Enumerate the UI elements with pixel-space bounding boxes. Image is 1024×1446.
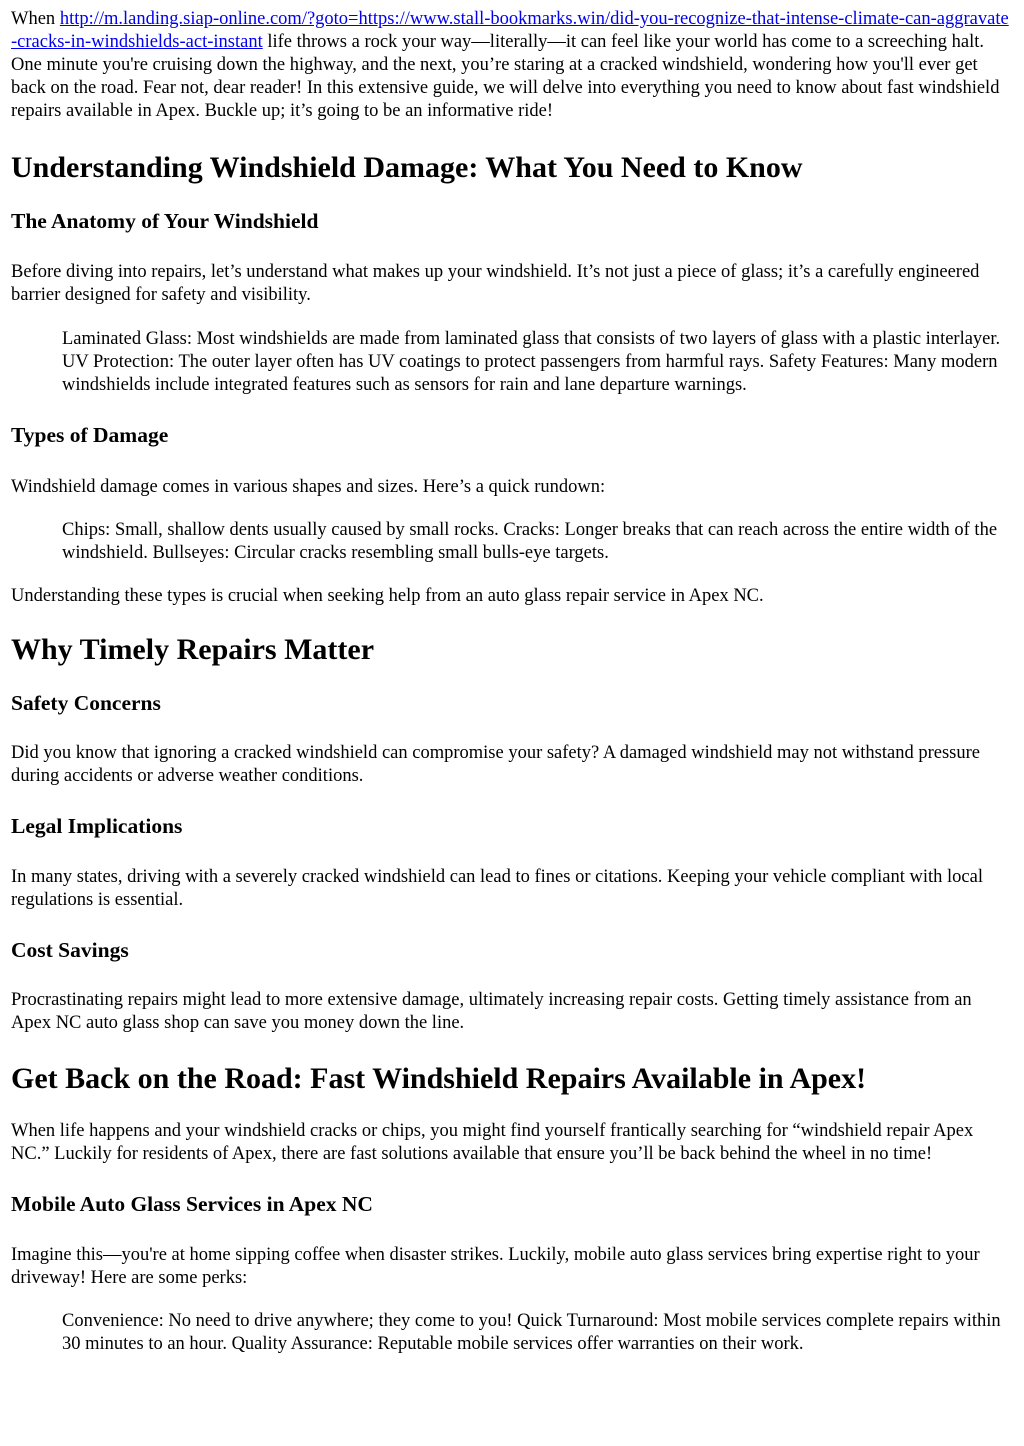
paragraph-legal: In many states, driving with a severely cracked windshield can lead to fines or citations. Keeping your vehicle compliant with local regulations is essential. <box>11 867 983 910</box>
intro-paragraph <box>11 8 1013 123</box>
section-heading-understanding: Understanding Windshield Damage: What You Need to Know <box>11 151 803 184</box>
list-anatomy: Laminated Glass: Most windshields are made from laminated glass that consists of two layers of glass with a plastic interlayer. UV Protection: The outer layer often has UV coatings to protect passengers from harmful rays. Safety Features: Many modern windshields include integrated features such as sensors for rain and lane departure warnings. <box>62 329 1001 395</box>
subheading-types: Types of Damage <box>11 423 169 447</box>
list-types: Chips: Small, shallow dents usually caused by small rocks. Cracks: Longer breaks that can reach across the entire width of the windshield. Bullseyes: Circular cracks resembling small bulls-eye targets. <box>62 520 998 563</box>
paragraph-back-on-road: When life happens and your windshield cracks or chips, you might find yourself frantically searching for “windshield repair Apex NC.” Luckily for residents of Apex, there are fast solutions available that ensure you’ll be back behind the wheel in no time! <box>11 1121 974 1164</box>
subheading-anatomy: The Anatomy of Your Windshield <box>11 209 319 233</box>
subheading-cost: Cost Savings <box>11 938 129 962</box>
subheading-legal: Legal Implications <box>11 814 183 838</box>
paragraph-types: Windshield damage comes in various shapes and sizes. Here’s a quick rundown: <box>11 477 606 497</box>
intro-body: life throws a rock your way—literally—it can feel like your world has come to a screeching halt. One minute you're cruising down the highway, and the next, you’re staring at a cracked windshield, wondering how you'll ever get back on the road. Fear not, dear reader! In this extensive guide, we will delve into everything you need to know about fast windshield repairs available in Apex. Buckle up; it’s going to be an informative ride! <box>11 32 1000 121</box>
intro-lead: When <box>11 9 60 29</box>
paragraph-safety: Did you know that ignoring a cracked windshield can compromise your safety? A damaged windshield may not withstand pressure during accidents or adverse weather conditions. <box>11 743 980 786</box>
paragraph-types-closing: Understanding these types is crucial when seeking help from an auto glass repair service in Apex NC. <box>11 586 764 606</box>
paragraph-anatomy: Before diving into repairs, let’s understand what makes up your windshield. It’s not just a piece of glass; it’s a carefully engineered barrier designed for safety and visibility. <box>11 262 980 305</box>
subheading-safety: Safety Concerns <box>11 691 161 715</box>
section-heading-timely: Why Timely Repairs Matter <box>11 633 375 666</box>
subheading-mobile: Mobile Auto Glass Services in Apex NC <box>11 1192 373 1216</box>
source-link[interactable]: http://m.landing.siap-online.com/?goto=https://www.stall-bookmarks.win/did-you-recognize-that-intense-climate-can-aggravate-cracks-in-windshields-act-instant <box>11 9 1009 52</box>
paragraph-mobile: Imagine this—you're at home sipping coffee when disaster strikes. Luckily, mobile auto glass services bring expertise right to your driveway! Here are some perks: <box>11 1245 980 1288</box>
section-heading-back-on-road: Get Back on the Road: Fast Windshield Repairs Available in Apex! <box>11 1062 867 1095</box>
paragraph-cost: Procrastinating repairs might lead to more extensive damage, ultimately increasing repair costs. Getting timely assistance from an Apex NC auto glass shop can save you money down the line. <box>11 990 972 1033</box>
list-mobile: Convenience: No need to drive anywhere; they come to you! Quick Turnaround: Most mobile services complete repairs within 30 minutes to an hour. Quality Assurance: Reputable mobile services offer warranties on their work. <box>62 1311 1001 1354</box>
